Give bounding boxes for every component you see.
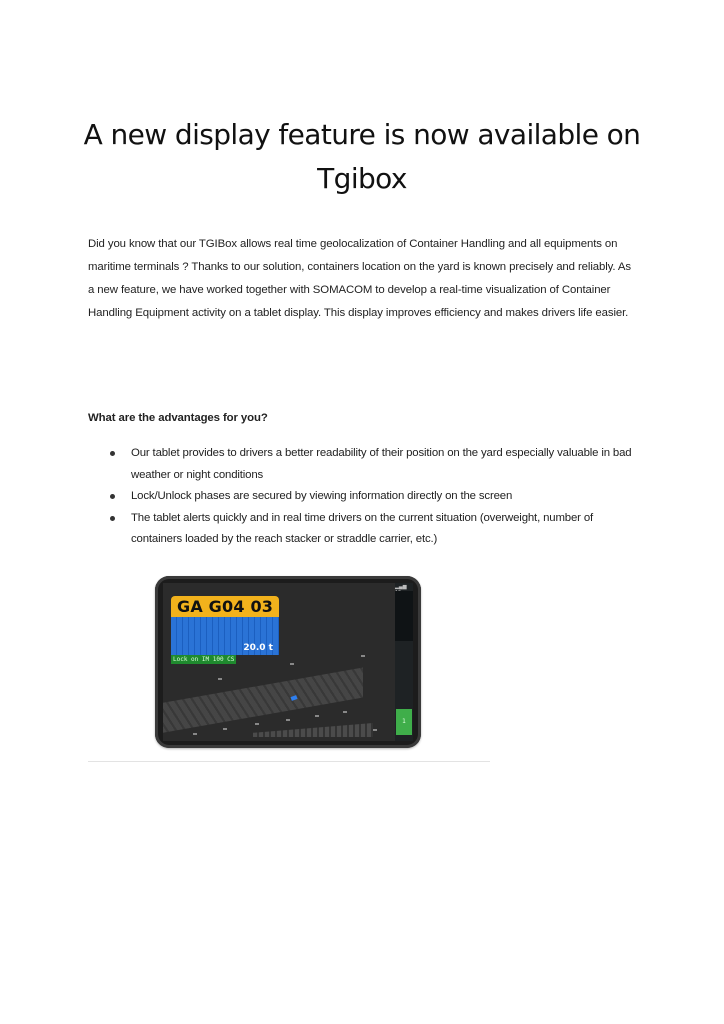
tablet-image xyxy=(155,576,421,748)
container-graphic xyxy=(171,617,279,655)
side-count-button: 1 xyxy=(396,709,412,735)
side-panel xyxy=(395,583,413,741)
page-title: A new display feature is now available on Tgibox xyxy=(83,118,641,195)
list-item xyxy=(88,443,638,486)
bullet-icon xyxy=(110,494,115,499)
yard-tick xyxy=(255,723,259,725)
yard-tick xyxy=(373,729,377,731)
tablet-screen xyxy=(163,583,413,741)
lock-status-label: Lock on IM 100 CS xyxy=(173,656,235,663)
yard-tick xyxy=(193,733,197,735)
bullet-icon xyxy=(110,516,115,521)
container-weight: 20.0 t xyxy=(243,643,273,653)
yard-tick xyxy=(218,678,222,680)
advantages-list xyxy=(88,443,638,551)
bullet-icon xyxy=(110,451,115,456)
yard-tick xyxy=(286,719,290,721)
divider xyxy=(88,761,490,762)
yard-tick xyxy=(290,663,294,665)
yard-row-bottom xyxy=(253,723,373,737)
signal-icon: ▂▄▆ xyxy=(395,584,411,596)
yard-tick xyxy=(315,715,319,717)
list-item xyxy=(88,508,638,551)
side-panel-top xyxy=(395,591,413,641)
yard-tick xyxy=(343,711,347,713)
list-item-text: Lock/Unlock phases are secured by viewing information directly on the screen xyxy=(131,490,513,502)
container-id-plate: GA G04 03 xyxy=(171,596,279,617)
section-heading: What are the advantages for you? xyxy=(88,412,268,424)
list-item-text: Our tablet provides to drivers a better readability of their position on the yard especially valuable in bad weather or night conditions xyxy=(131,447,632,481)
yard-tick xyxy=(223,728,227,730)
list-item xyxy=(88,486,638,508)
yard-tick xyxy=(361,655,365,657)
list-item-text: The tablet alerts quickly and in real time drivers on the current situation (overweight, number of containers loaded by the reach stacker or straddle carrier, etc.) xyxy=(131,511,594,545)
intro-paragraph: Did you know that our TGIBox allows real time geolocalization of Container Handling and all equipments on maritime terminals ? Thanks to our solution, containers location on the yard is known precisely and reliably. As a new feature, we have worked together with SOMACOM to develop a real-time visualization of Container Handling Equipment activity on a tablet display. This display improves efficiency and makes drivers life easier. xyxy=(88,238,631,319)
yard-grid xyxy=(163,667,363,734)
